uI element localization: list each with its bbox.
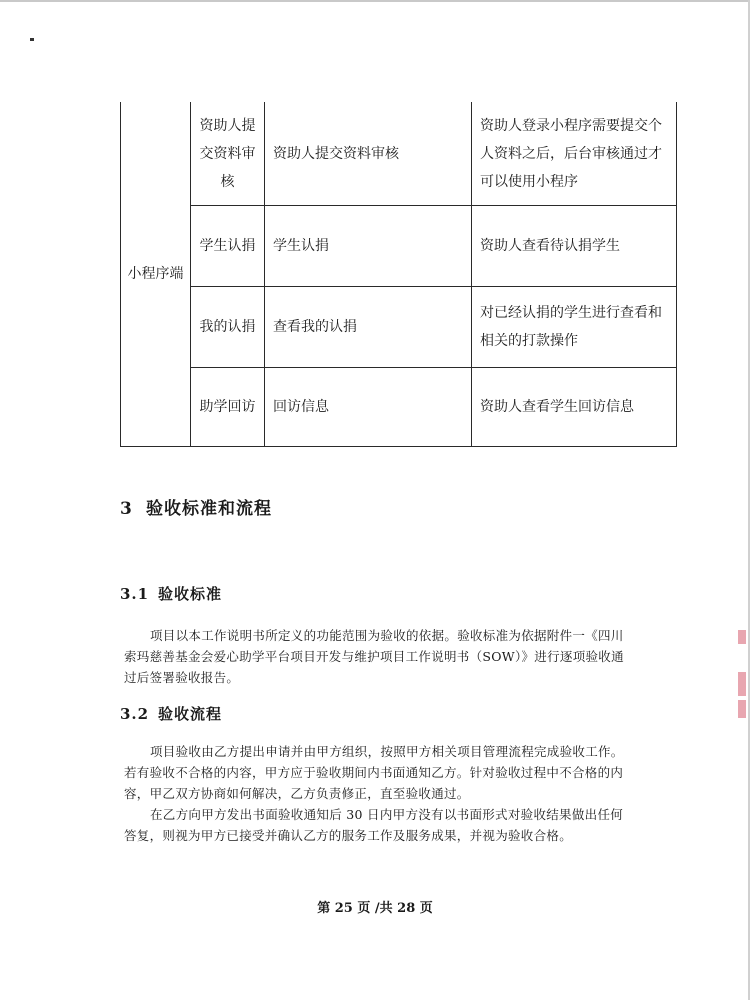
description-cell: 资助人登录小程序需要提交个人资料之后，后台审核通过才可以使用小程序 xyxy=(472,102,677,206)
description-cell: 资助人查看待认捐学生 xyxy=(472,206,677,287)
subsection-title: 验收标准 xyxy=(158,585,223,603)
function-table xyxy=(120,102,677,447)
paragraph-text: 项目以本工作说明书所定义的功能范围为验收的依据。验收标准为依据附件一《四川索玛慈善基金会爱心助学平台项目开发与维护项目工作说明书（SOW）》进行逐项验收通过后签署验收报告。 xyxy=(124,628,624,685)
table-row xyxy=(121,102,677,206)
name-cell: 查看我的认捐 xyxy=(265,287,472,368)
scan-speck xyxy=(30,38,34,41)
function-cell: 我的认捐 xyxy=(191,287,265,368)
paragraph-standard xyxy=(124,625,632,688)
stamp-fragment xyxy=(738,630,746,644)
subsection-heading-standard xyxy=(120,583,222,604)
category-cell: 小程序端 xyxy=(121,102,191,447)
name-cell: 资助人提交资料审核 xyxy=(265,102,472,206)
function-cell: 学生认捐 xyxy=(191,206,265,287)
description-cell: 对已经认捐的学生进行查看和相关的打款操作 xyxy=(472,287,677,368)
table-row xyxy=(121,368,677,447)
stamp-fragment xyxy=(738,672,746,696)
paragraph-text: 在乙方向甲方发出书面验收通知后 30 日内甲方没有以书面形式对验收结果做出任何答复，则视为甲方已接受并确认乙方的服务工作及服务成果，并视为验收合格。 xyxy=(124,807,624,843)
subsection-number: 3.1 xyxy=(120,585,150,603)
function-cell: 资助人提交资料审核 xyxy=(191,102,265,206)
section-heading xyxy=(120,494,272,519)
stamp-fragment xyxy=(738,700,746,718)
paragraph-text: 项目验收由乙方提出申请并由甲方组织，按照甲方相关项目管理流程完成验收工作。若有验收不合格的内容，甲方应于验收期间内书面通知乙方。针对验收过程中不合格的内容，甲乙双方协商如何解决，乙方负责修正，直至验收通过。 xyxy=(124,744,624,801)
name-cell: 学生认捐 xyxy=(265,206,472,287)
scan-edge-top xyxy=(0,0,750,2)
subsection-number: 3.2 xyxy=(120,705,150,723)
subsection-heading-process xyxy=(120,703,222,724)
subsection-title: 验收流程 xyxy=(158,705,223,723)
table-row xyxy=(121,287,677,368)
section-title: 验收标准和流程 xyxy=(146,499,272,519)
table-row xyxy=(121,206,677,287)
page-number: 第 25 页 /共 28 页 xyxy=(317,901,433,916)
section-number: 3 xyxy=(120,499,133,519)
function-cell: 助学回访 xyxy=(191,368,265,447)
description-cell: 资助人查看学生回访信息 xyxy=(472,368,677,447)
name-cell: 回访信息 xyxy=(265,368,472,447)
paragraph-process-2 xyxy=(124,804,632,846)
paragraph-process-1 xyxy=(124,741,632,804)
